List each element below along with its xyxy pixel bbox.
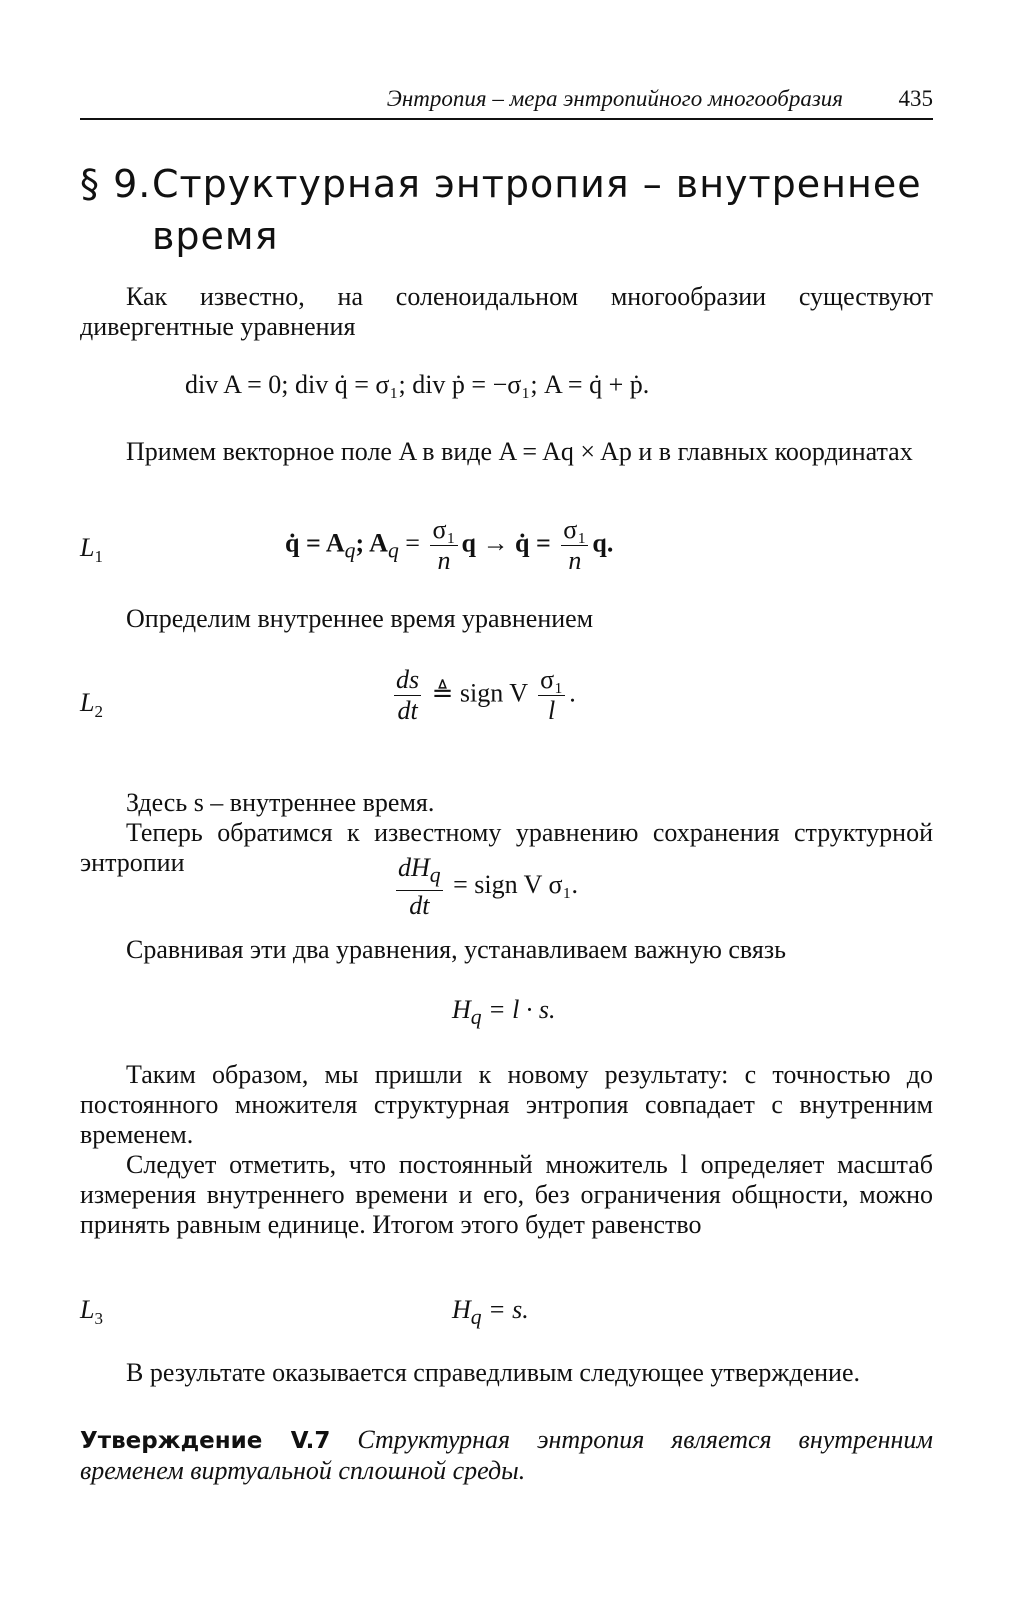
paragraph-2: Примем векторное поле A в виде A = Aq × Ap и в главных координатах <box>126 437 913 466</box>
equation-l2 <box>80 665 933 745</box>
equation-l1-fraction-2: $\frac{\text{σ₁}}{n}$ <box>563 515 587 575</box>
paragraph-6: Сравнивая эти два уравнения, устанавливаем важную связь <box>126 935 786 964</box>
equation-hq-ls-body: $H_q = l \cdot s$. <box>452 995 556 1030</box>
section-number: § 9. <box>80 162 152 206</box>
equation-l2-body: $\frac{ds}{dt}$ ≜ sign V $\frac{\text{σ₁}}{l}$ . <box>396 665 576 725</box>
equation-l2-fraction-ds-dt: $\frac{ds}{dt}$ <box>396 665 420 725</box>
equation-dh-dt <box>80 853 933 933</box>
paragraph-8: Следует отметить, что постоянный множитель l определяет масштаб измерения внутреннего времени и его, без ограничения общности, можно принять равным единице. Итогом этого будет равенство <box>80 1150 933 1239</box>
paragraph-9: В результате оказывается справедливым следующее утверждение. <box>126 1358 861 1387</box>
paragraph-5: Теперь обратимся к известному уравнению сохранения структурной энтропии <box>80 818 933 877</box>
equation-dh-dt-body: $\frac{dH_q}{dt}$ = sign V σ₁. <box>398 853 579 921</box>
paragraph-1: Как известно, на соленоидальном многообразии существуют дивергентные уравнения <box>80 282 933 341</box>
equation-l1 <box>80 515 933 595</box>
equation-l1-fraction-1: $\frac{\text{σ₁}}{n}$ <box>432 515 456 575</box>
equation-l2-fraction-sigma-l: $\frac{\text{σ₁}}{l}$ <box>540 665 564 725</box>
equation-dh-dt-fraction: $\frac{dH_q}{dt}$ <box>398 853 441 921</box>
equation-l1-label: $L_1$ <box>80 533 103 567</box>
statement-label: Утверждение V.7 <box>80 1428 331 1454</box>
section-title: Структурная энтропия – внутреннее время <box>152 162 922 258</box>
paragraph-3: Определим внутреннее время уравнением <box>126 604 594 633</box>
page-number: 435 <box>898 86 933 111</box>
paragraph-4: Здесь s – внутреннее время. <box>126 788 435 817</box>
statement-text: Структурная энтропия является внутренним временем виртуальной сплошной среды. <box>80 1425 933 1485</box>
equation-l1-body: q̇ = $A_q$; $A_q$ = $\frac{\text{σ₁}}{n}$ q → q̇ = $\frac{\text{σ₁}}{n}$ q. <box>285 515 614 575</box>
equation-l3-body: $H_q = s$. <box>452 1295 529 1330</box>
statement <box>80 1425 933 1486</box>
equation-divergence-text: div A = 0; div q̇ = σ₁; div ṗ = −σ₁; A = q̇ + ṗ. <box>185 370 650 399</box>
running-header <box>80 84 933 120</box>
running-header-title: Энтропия – мера энтропийного многообразия <box>386 86 843 111</box>
equation-l3-label: $L_3$ <box>80 1295 103 1329</box>
paragraph-7: Таким образом, мы пришли к новому результату: с точностью до постоянного множителя структурная энтропия совпадает с внутренним временем. <box>80 1060 933 1149</box>
equation-l2-label: $L_2$ <box>80 688 103 722</box>
